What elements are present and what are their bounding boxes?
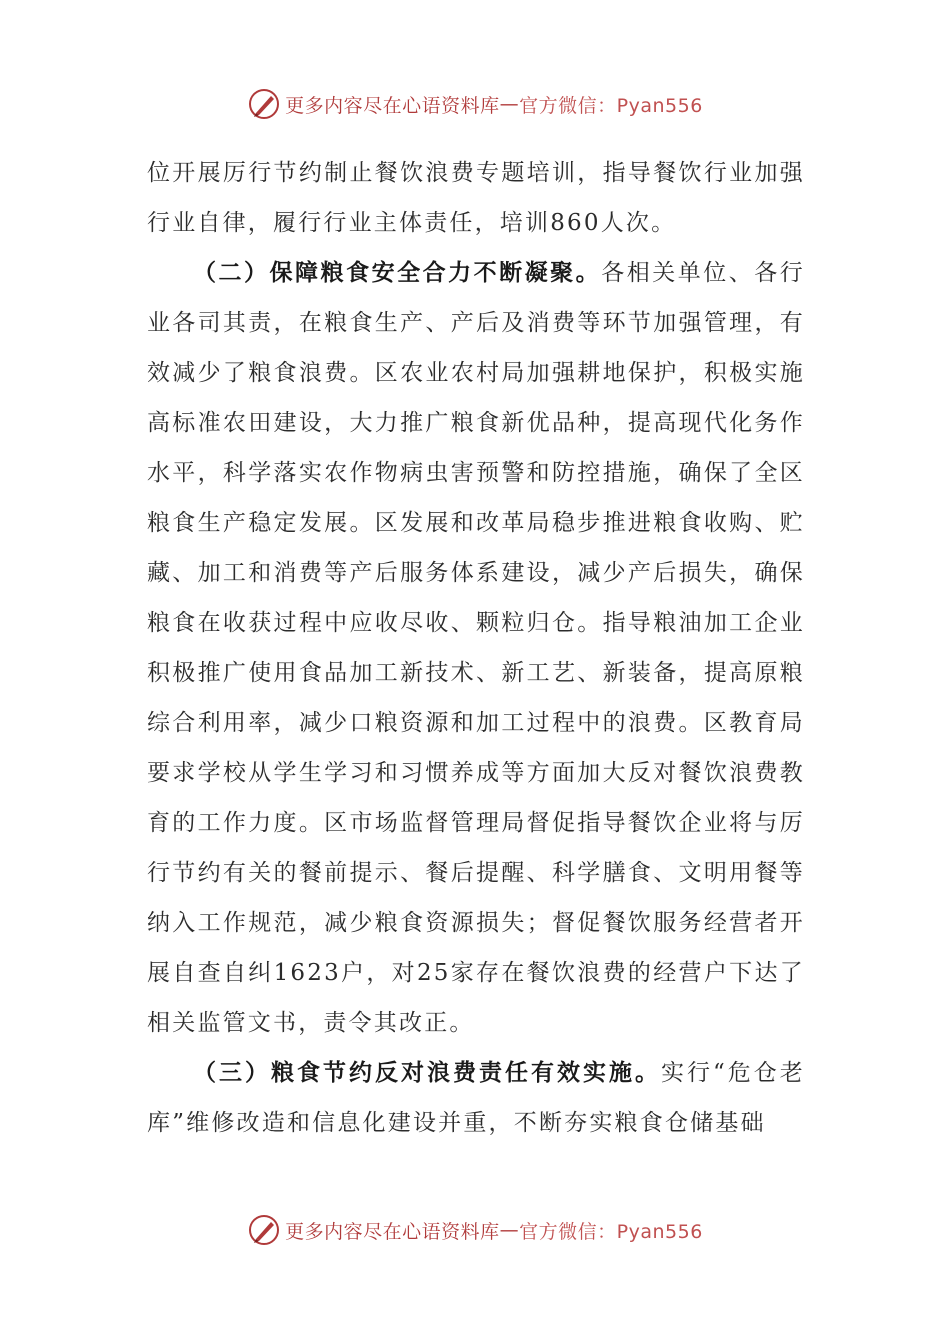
banner-text: 更多内容尽在心语资料库: [285, 1220, 500, 1243]
banner-text: 更多内容尽在心语资料库: [285, 94, 500, 117]
section-heading-2: （二）保障粮食安全合力不断凝聚。: [193, 259, 602, 286]
header-banner: [0, 84, 950, 124]
banner-wechat: 官方微信：Pyan556: [519, 94, 703, 117]
banner-wechat: 官方微信：Pyan556: [519, 1220, 703, 1243]
paragraph-1: [147, 148, 805, 248]
section-heading-3: （三）粮食节约反对浪费责任有效实施。: [193, 1059, 662, 1086]
paragraph-1-body: 位开展厉行节约制止餐饮浪费专题培训，指导餐饮行业加强行业自律，履行行业主体责任，培训860人次。: [147, 160, 805, 236]
paragraph-2-body: 各相关单位、各行业各司其责，在粮食生产、产后及消费等环节加强管理，有效减少了粮食浪费。区农业农村局加强耕地保护，积极实施高标准农田建设，大力推广粮食新优品种，提高现代化务作水平，科学落实农作物病虫害预警和防控措施，确保了全区粮食生产稳定发展。区发展和改革局稳步推进粮食收购、贮藏、加工和消费等产后服务体系建设，减少产后损失，确保粮食在收获过程中应收尽收、颗粒归仓。指导粮油加工企业积极推广使用食品加工新技术、新工艺、新装备，提高原粮综合利用率，减少口粮资源和加工过程中的浪费。区教育局要求学校从学生学习和习惯养成等方面加大反对餐饮浪费教育的工作力度。区市场监督管理局督促指导餐饮企业将与厉行节约有关的餐前提示、餐后提醒、科学膳食、文明用餐等纳入工作规范，减少粮食资源损失；督促餐饮服务经营者开展自查自纠1623户，对25家存在餐饮浪费的经营户下达了相关监管文书，责令其改正。: [147, 260, 805, 1036]
paragraph-2: [147, 248, 805, 1048]
document-body: [147, 148, 805, 1148]
banner-separator: —: [499, 93, 520, 115]
pen-logo-icon: [247, 1213, 281, 1247]
footer-banner: [0, 1210, 950, 1250]
paragraph-3: [147, 1048, 805, 1148]
pen-logo-icon: [247, 87, 281, 121]
banner-separator: —: [499, 1219, 520, 1241]
paragraph-3-body: 实行“危仓老库”维修改造和信息化建设并重，不断夯实粮食仓储基础: [147, 1060, 805, 1136]
